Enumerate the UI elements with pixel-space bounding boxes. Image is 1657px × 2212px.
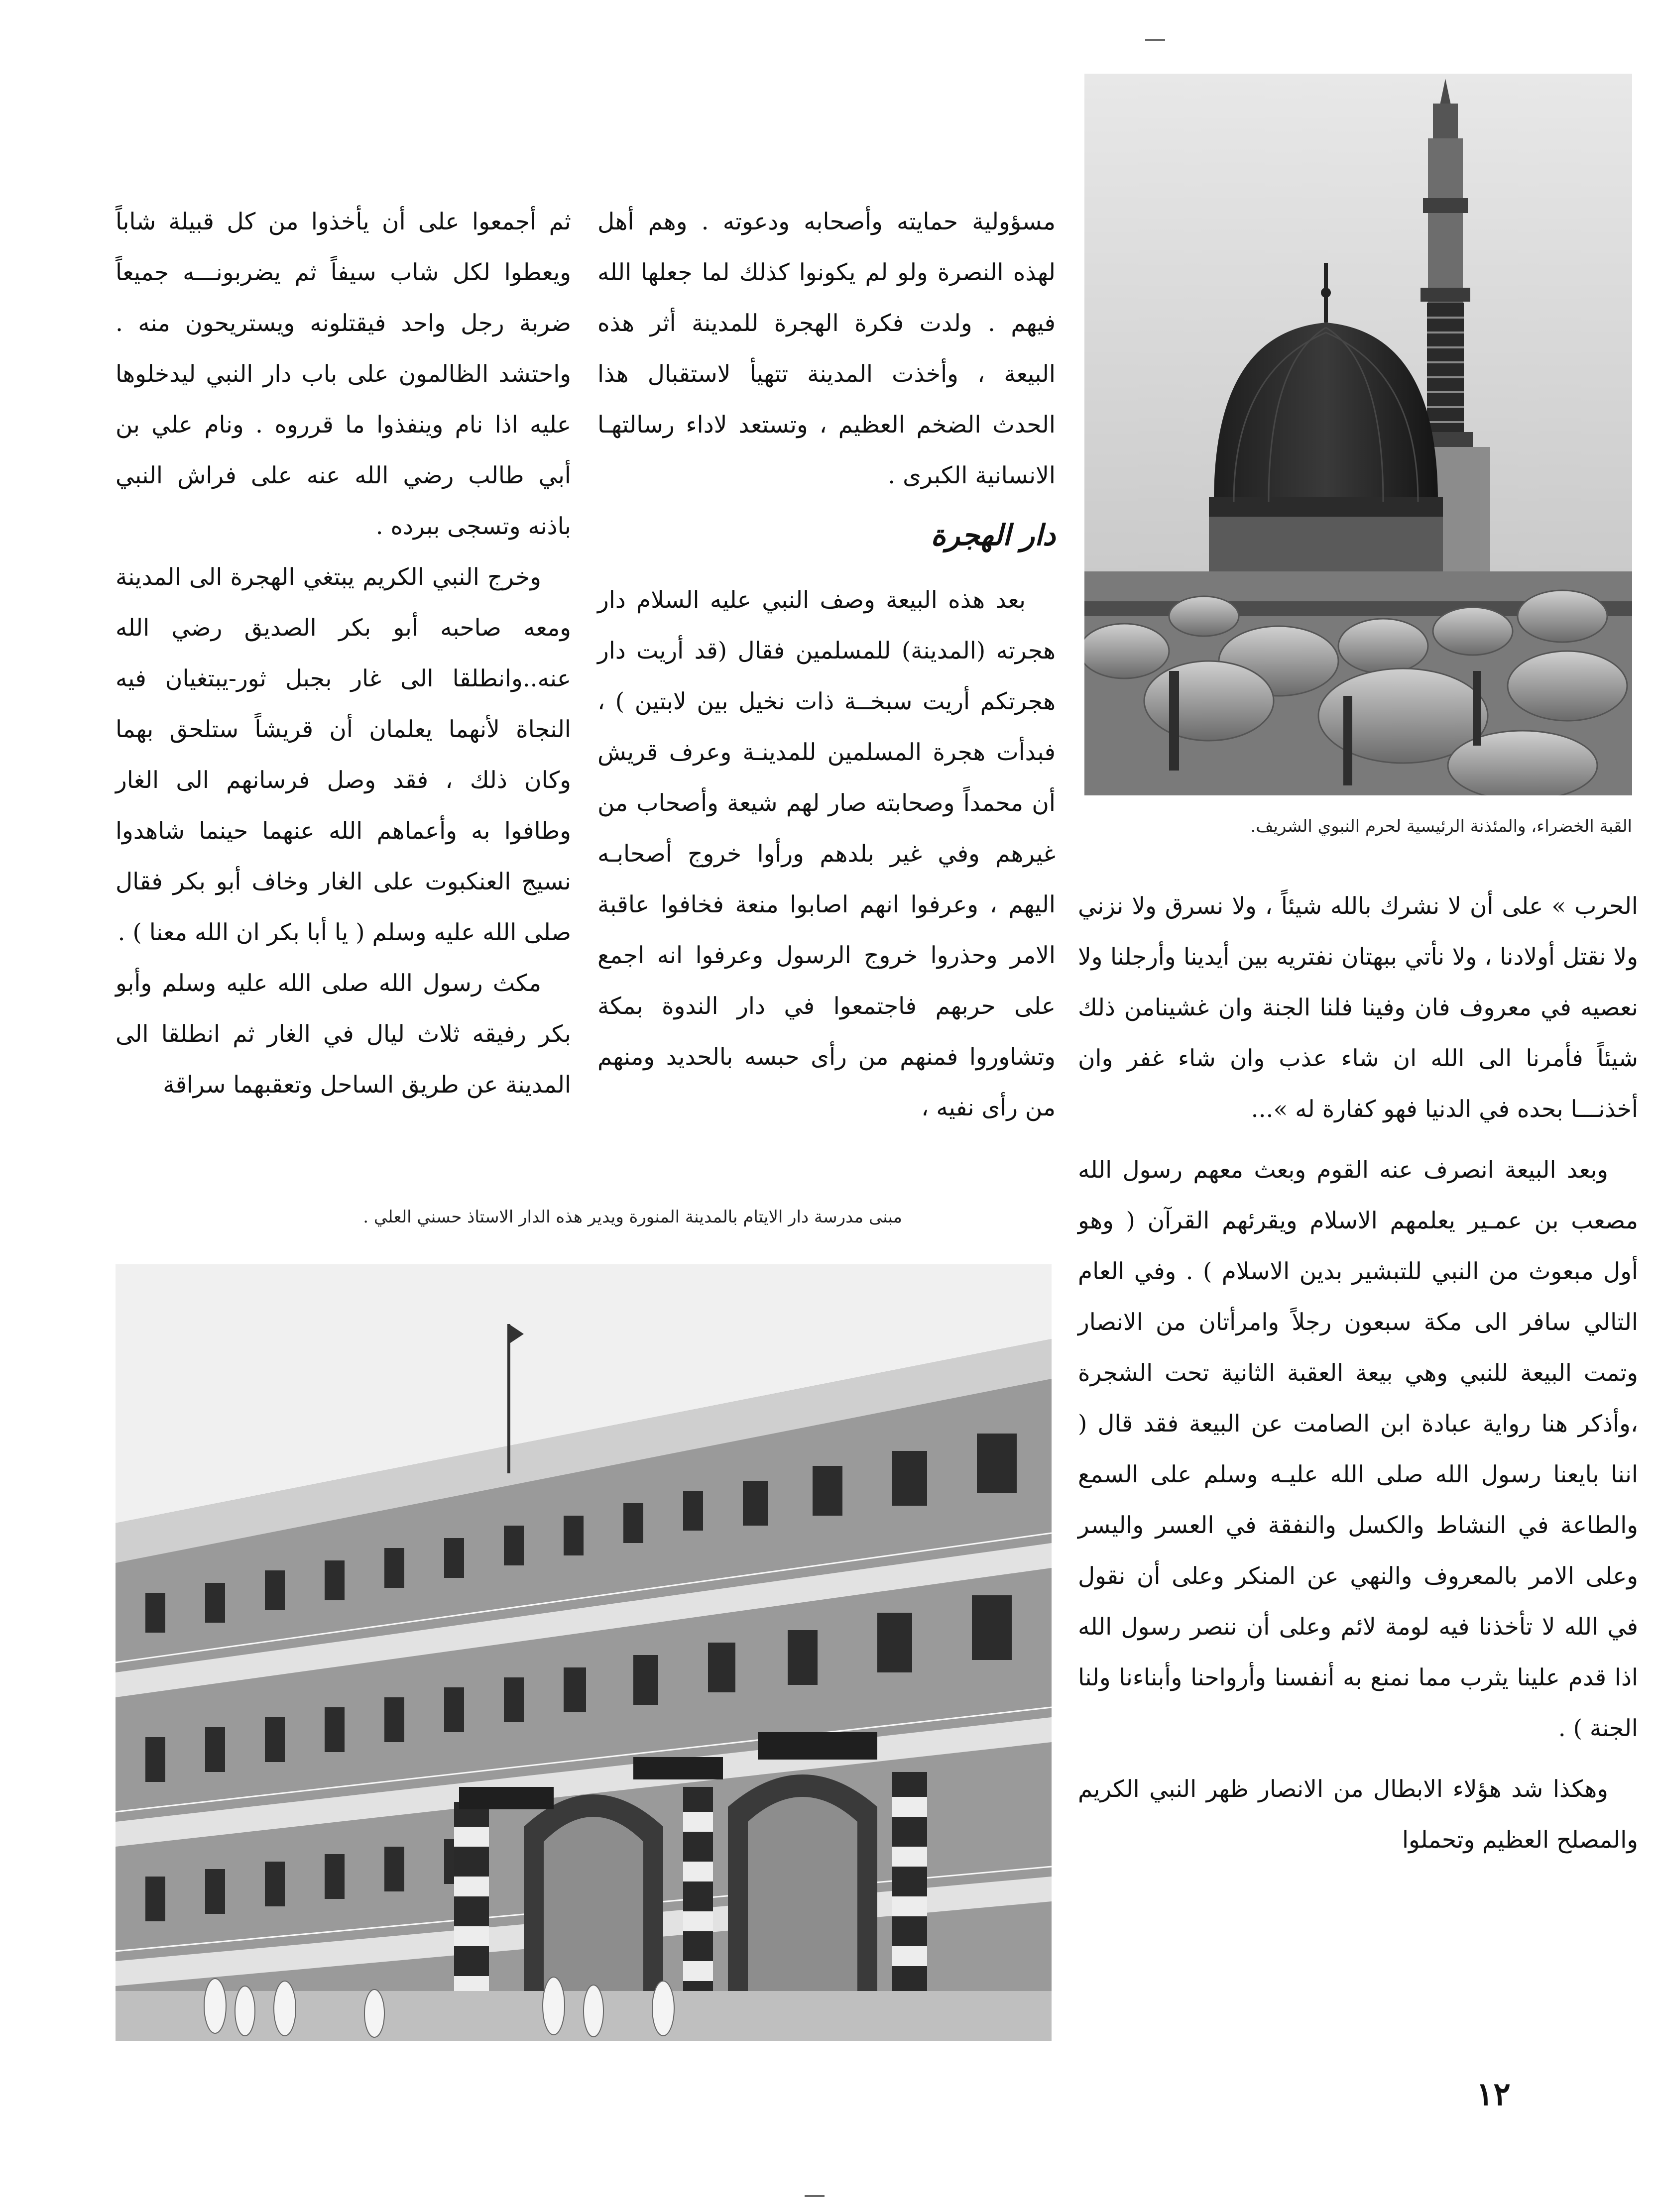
orphanage-building-photo xyxy=(116,1264,1052,2041)
green-dome-photo xyxy=(1084,74,1632,795)
bottom-photo-caption: مبنى مدرسة دار الايتام بالمدينة المنورة ويدير هذه الدار الاستاذ حسني العلي . xyxy=(363,1207,902,1227)
green-dome-illustration xyxy=(1084,74,1632,795)
right-paragraph-2: وبعد البيعة انصرف عنه القوم وبعث معهم رسول الله مصعب بن عمـير يعلمهم الاسلام ويقرئهم القرآن ( وهو أول مبعوث من النبي للتبشير بدين الاسلام ) . وفي العام التالي سافر الى مكة سبعون رجلاً وامرأتان من الانصار وتمت البيعة للنبي وهي بيعة العقبة الثانية تحت الشجرة ،وأذكر هنا رواية عبادة ابن الصامت عن البيعة فقد قال ( اننا بايعنا رسول الله صلى الله عليـه وسلم على السمع والطاعة في النشاط والكسل والنفقة في العسر واليسر وعلى الامر بالمعروف والنهي عن المنكر وعلى أن نقول في الله لا تأخذنا فيه لومة لائم وعلى أن ننصر رسول الله اذا قدم علينا يثرب مما نمنع به أنفسنا وأرواحنا وأبناءنا ولنا الجنة ) . xyxy=(1078,1156,1638,1742)
left-column xyxy=(116,197,571,1110)
middle-column xyxy=(597,197,1056,1133)
right-paragraph-1: الحرب » على أن لا نشرك بالله شيئاً ، ولا نسرق ولا نزني ولا نقتل أولادنا ، ولا نأتي ببهتان نفتريه بين أيدينا وأرجلنا ولا نعصيه في معروف فان وفينا فلنا الجنة وان غشينامن ذلك شيئاً فأمرنا الى الله ان شاء عذب وان شاء غفر وان أخذنـــا بحده في الدنيا فهو كفارة له »... xyxy=(1078,892,1638,1123)
left-paragraph-2: وخرج النبي الكريم يبتغي الهجرة الى المدينة ومعه صاحبه أبو بكر الصديق رضي الله عنه..وانطلقا الى غار بجبل ثور-يبتغيان فيه النجاة لأنهما يعلمان أن قريشاً ستلحق بهما وكان ذلك ، فقد وصل فرسانهم الى الغار وطافوا به وأعماهم الله عنهما حينما شاهدوا نسيج العنكبوت على الغار وخاف أبو بكر فقال صلى الله عليه وسلم ( يا أبا بكر ان الله معنا ) . xyxy=(116,563,571,946)
middle-intro: مسؤولية حمايته وأصحابه ودعوته . وهم أهل لهذه النصرة ولو لم يكونوا كذلك لما جعلها الله فيهم . ولدت فكرة الهجرة للمدينة أثر هذه البيعة ، وأخذت المدينة تتهيأ لاستقبال هذا الحدث الضخم العظيم ، وتستعد لاداء رسالتهـا الانسانية الكبرى . xyxy=(597,208,1056,489)
left-paragraph-3: مكث رسول الله صلى الله عليه وسلم وأبو بكر رفيقه ثلاث ليال في الغار ثم انطلقا الى المدينة عن طريق الساحل وتعقبهما سراقة xyxy=(116,970,571,1099)
middle-body: بعد هذه البيعة وصف النبي عليه السلام دار هجرته (المدينة) للمسلمين فقال (قد أريت دار هجرتكم أريت سبخــة ذات نخيل بين لابتين ) ، فبدأت هجرة المسلمين للمدينـة وعرف قريش أن محمداً وصحابته صار لهم شيعة وأصحاب من غيرهم وفي غير بلدهم ورأوا خروج أصحابـه اليهم ، وعرفوا انهم اصابوا منعة فخافوا عاقبة الامر وحذروا خروج الرسول وعرفوا انه اجمع على حربهم فاجتمعوا في دار الندوة بمكة وتشاوروا فمنهم من رأى حبسه بالحديد ومنهم من رأى نفيه ، xyxy=(597,586,1056,1121)
top-mark xyxy=(1145,39,1165,41)
top-photo-caption: القبة الخضراء، والمئذنة الرئيسية لحرم النبوي الشريف. xyxy=(1250,816,1632,836)
right-paragraph-3: وهكذا شد هؤلاء الابطال من الانصار ظهر النبي الكريم والمصلح العظيم وتحملوا xyxy=(1078,1775,1638,1854)
bottom-mark xyxy=(805,2195,825,2197)
left-paragraph-1: ثم أجمعوا على أن يأخذوا من كل قبيلة شاباً ويعطوا لكل شاب سيفاً ثم يضربونـــه جميعاً ضربة رجل واحد فيقتلونه ويستريحون منه . واحتشد الظالمون على باب دار النبي ليدخلوها عليه اذا نام وينفذوا ما قرروه . ونام علي بن أبي طالب رضي الله عنه على فراش النبي باذنه وتسجى ببرده . xyxy=(116,208,571,540)
right-column xyxy=(1078,881,1638,1866)
orphanage-building-illustration xyxy=(116,1264,1052,2041)
page-number: ١٢ xyxy=(1476,2076,1511,2113)
section-heading: دار الهجرة xyxy=(931,518,1056,552)
